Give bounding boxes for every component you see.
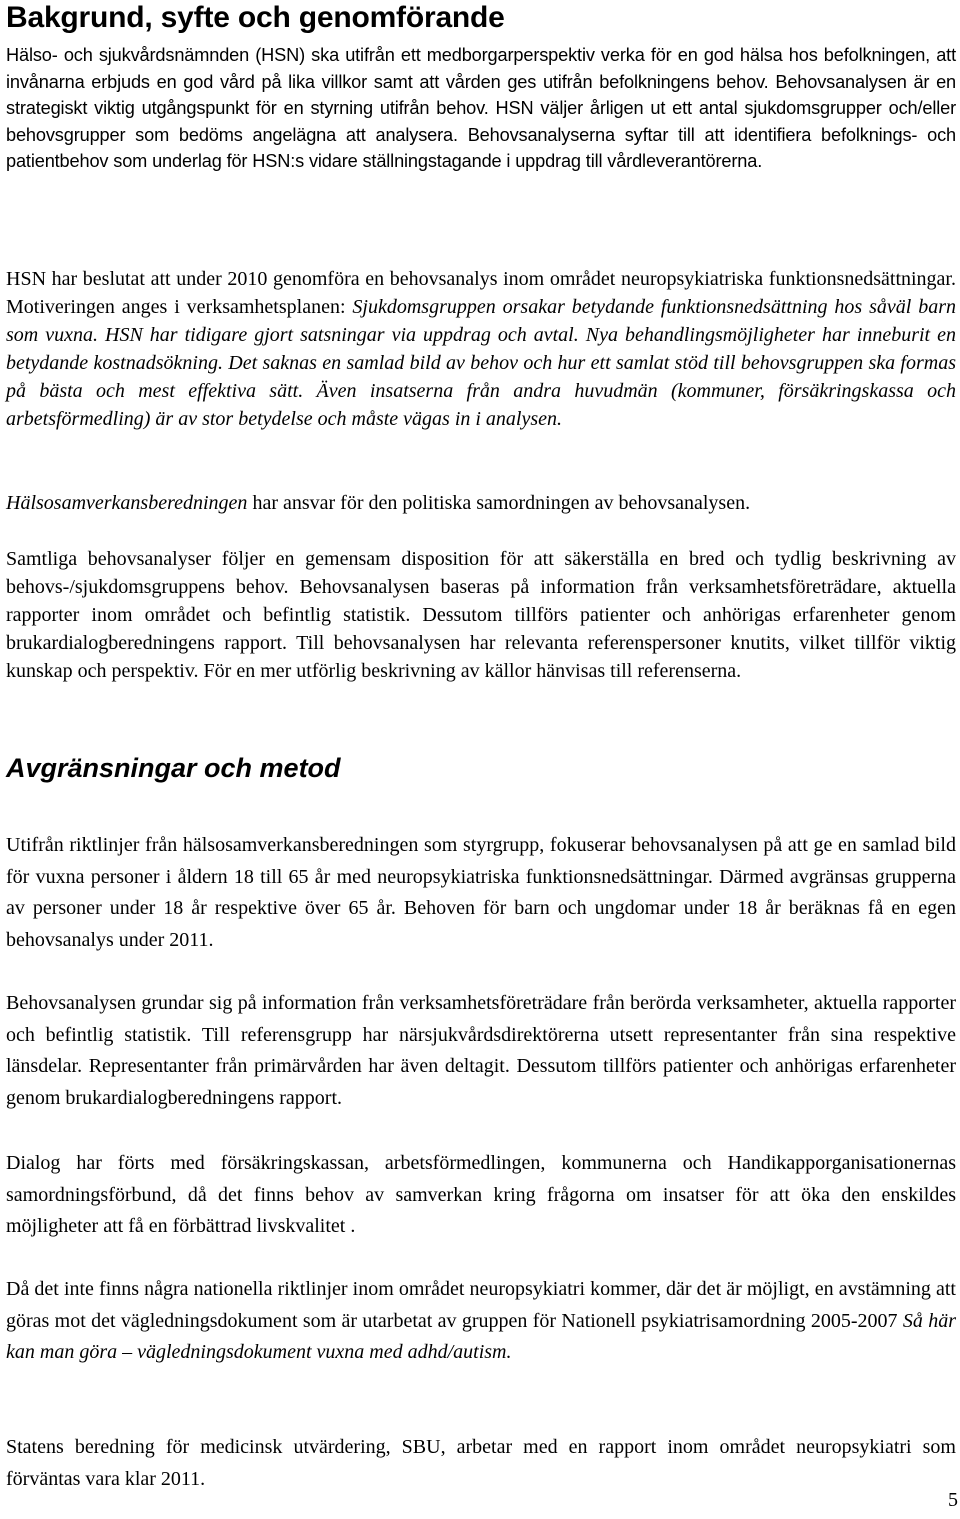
paragraph-hsn-purpose: Hälso- och sjukvårdsnämnden (HSN) ska utifrån ett medborgarperspektiv verka för en god hälsa hos befolkningen, att invånarna erbjuds en god vård på lika villkor samt att vården ges utifrån befolkningens behov. Behovsanalysen är en strategiskt viktig utgångspunkt för en styrning utifrån behov. HSN väljer årligen ut ett antal sjukdomsgrupper och/eller behovsgrupper som bedöms angelägna att analysera. Behovsanalyserna syftar till att identifiera befolknings- och patientbehov som underlag för HSN:s vidare ställningstagande i uppdrag till vårdleverantörerna. [6,45,956,171]
paragraph-sbu: Statens beredning för medicinsk utvärdering, SBU, arbetar med en rapport inom området neuropsykiatri som förväntas vara klar 2011. [6,1436,956,1490]
section-heading-bakgrund: Bakgrund, syfte och genomförande [6,1,505,34]
page-number: 5 [948,1489,958,1511]
paragraph-hsn-decision [6,265,956,433]
paragraph-information: Behovsanalysen grundar sig på information från verksamhetsföreträdare från berörda verksamheter, aktuella rapporter och befintlig statistik. Till referensgrupp har närsjukvårdsdirektörerna utsett representanter från sina respektive länsdelar. Representanter från primärvården har även deltagit. Dessutom tillförs patienter och anhörigas erfarenheter genom brukardialogberedningens rapport. [6,992,956,1109]
paragraph-nationella-riktlinjer [6,1274,956,1369]
document-page [6,0,956,1490]
halsosamverkansberedningen-italic: Hälsosamverkansberedningen [6,492,248,514]
vagledningsdokument-title: Så här kan man göra – vägledningsdokument vuxna med adhd/autism. [6,1309,956,1363]
paragraph-riktlinjer: Utifrån riktlinjer från hälsosamverkansberedningen som styrgrupp, fokuserar behovsanalysen på att ge en samlad bild för vuxna personer i åldern 18 till 65 år med neuropsykiatriska funktionsnedsättningar. Därmed avgränsas grupperna av personer under 18 år respektive över 65 år. Behoven för barn och ungdomar under 18 år beräknas få en egen behovsanalys under 2011. [6,834,956,951]
verksamhetsplan-quote: Sjukdomsgruppen orsakar betydande funktionsnedsättning hos såväl barn som vuxna. HSN har tidigare gjort satsningar via uppdrag och avtal. Nya behandlingsmöjligheter har inneburit en betydande kostnadsökning. Det saknas en samlad bild av behov och hur ett samlat stöd till behovsgruppen ska formas på bästa och mest effektiva sätt. Även insatserna från andra huvudmän (kommuner, försäkringskassa och arbetsförmedling) är av stor betydelse och måste vägas in i analysen. [6,296,956,430]
paragraph-halsosamverkan-rest: har ansvar för den politiska samordningen av behovsanalysen. [247,492,751,514]
paragraph-nationella-riktlinjer-lead: Då det inte finns några nationella riktlinjer inom området neuropsykiatri kommer, där det är möjligt, en avstämning att göras mot det vägledningsdokument som är utarbetat av gruppen för Nationell psykiatrisamordning 2005-2007 [6,1278,956,1332]
paragraph-disposition: Samtliga behovsanalyser följer en gemensam disposition för att säkerställa en bred och tydlig beskrivning av behovs-/sjukdomsgruppens behov. Behovsanalysen baseras på information från verksamhetsföreträdare, aktuella rapporter inom området och befintlig statistik. Dessutom tillförs patienter och anhörigas erfarenheter genom brukardialogberedningens rapport. Till behovsanalysen har relevanta referenspersoner knutits, vilket tillför viktig kunskap och perspektiv. För en mer utförlig beskrivning av källor hänvisas till referenserna. [6,548,956,682]
paragraph-hsn-decision-lead: HSN har beslutat att under 2010 genomföra en behovsanalys inom området neuropsykiatriska funktionsnedsättningar. Motiveringen anges i verksamhetsplanen: [6,268,956,318]
paragraph-dialog: Dialog har förts med försäkringskassan, arbetsförmedlingen, kommunerna och Handikapporganisationernas samordningsförbund, då det finns behov av samverkan kring frågorna om insatser för att öka den enskildes möjligheter att få en förbättrad livskvalitet . [6,1152,956,1237]
paragraph-halsosamverkan [6,489,956,517]
section-heading-avgransningar: Avgränsningar och metod [6,753,341,783]
